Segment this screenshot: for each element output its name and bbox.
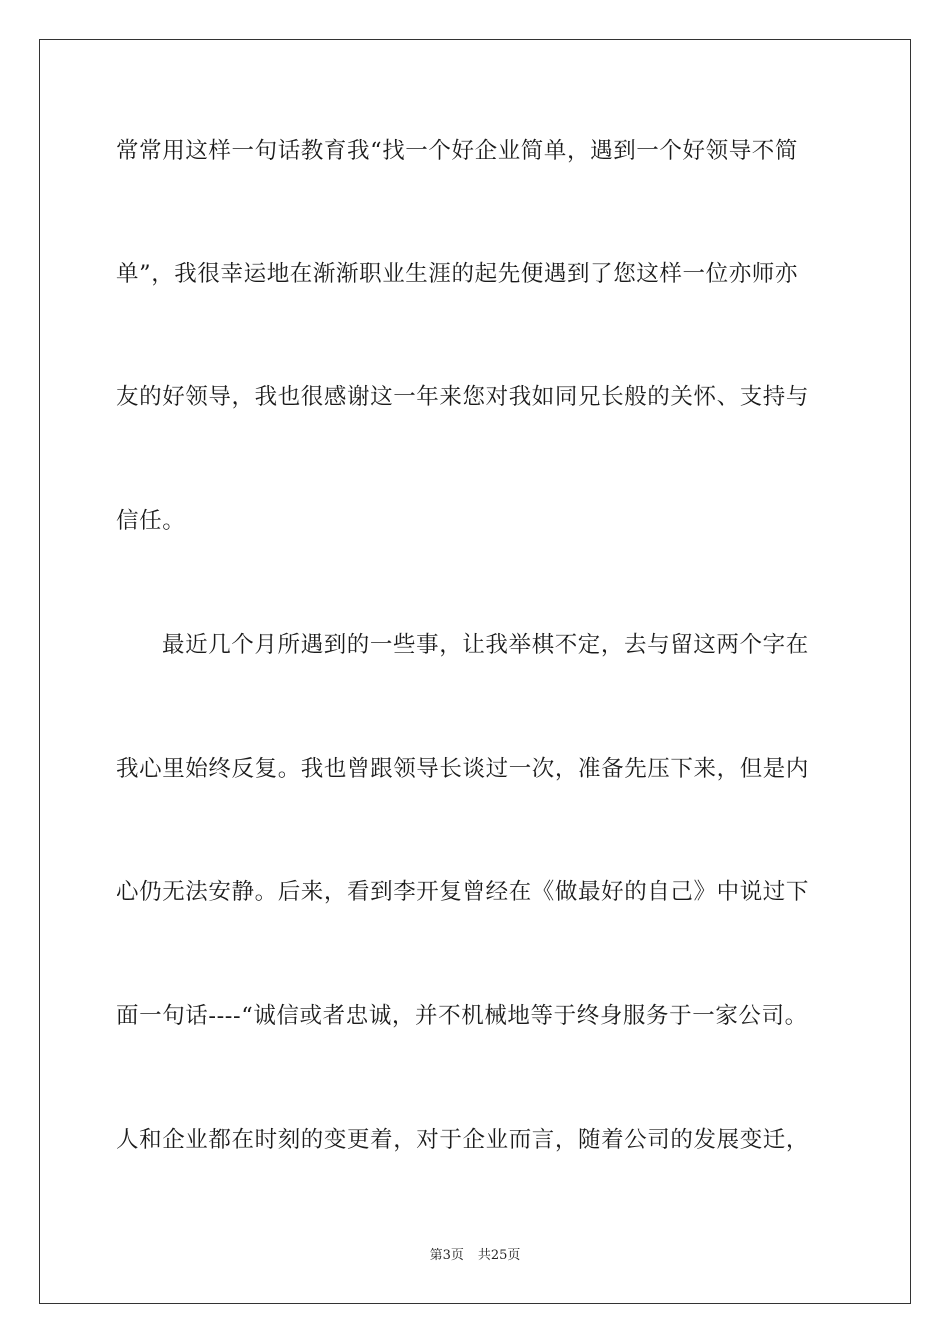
body-text-line: 友的好领导，我也很感谢这一年来您对我如同兄长般的关怀、支持与: [116, 384, 810, 410]
body-text-line: 人和企业都在时刻的变更着，对于企业而言，随着公司的发展变迁，: [116, 1127, 810, 1153]
page-total: 共25页: [477, 1248, 521, 1263]
body-text-line: 心仍无法安静。后来，看到李开复曾经在《做最好的自己》中说过下: [116, 879, 810, 905]
body-text-line: 信任。: [116, 508, 186, 534]
page-border: [39, 39, 911, 1304]
body-text-line: 我心里始终反复。我也曾跟领导长谈过一次，准备先压下来，但是内: [116, 756, 810, 782]
body-text-line: 面一句话----“诚信或者忠诚，并不机械地等于终身服务于一家公司。: [116, 1003, 808, 1029]
body-text-line: 单”，我很幸运地在渐渐职业生涯的起先便遇到了您这样一位亦师亦: [116, 261, 799, 287]
page-footer: [0, 1247, 950, 1265]
page-number: 第3页: [429, 1248, 464, 1263]
paragraph-start-line: 最近几个月所遇到的一些事，让我举棋不定，去与留这两个字在: [162, 632, 809, 658]
body-text-line: 常常用这样一句话教育我“找一个好企业简单，遇到一个好领导不简: [116, 138, 799, 164]
